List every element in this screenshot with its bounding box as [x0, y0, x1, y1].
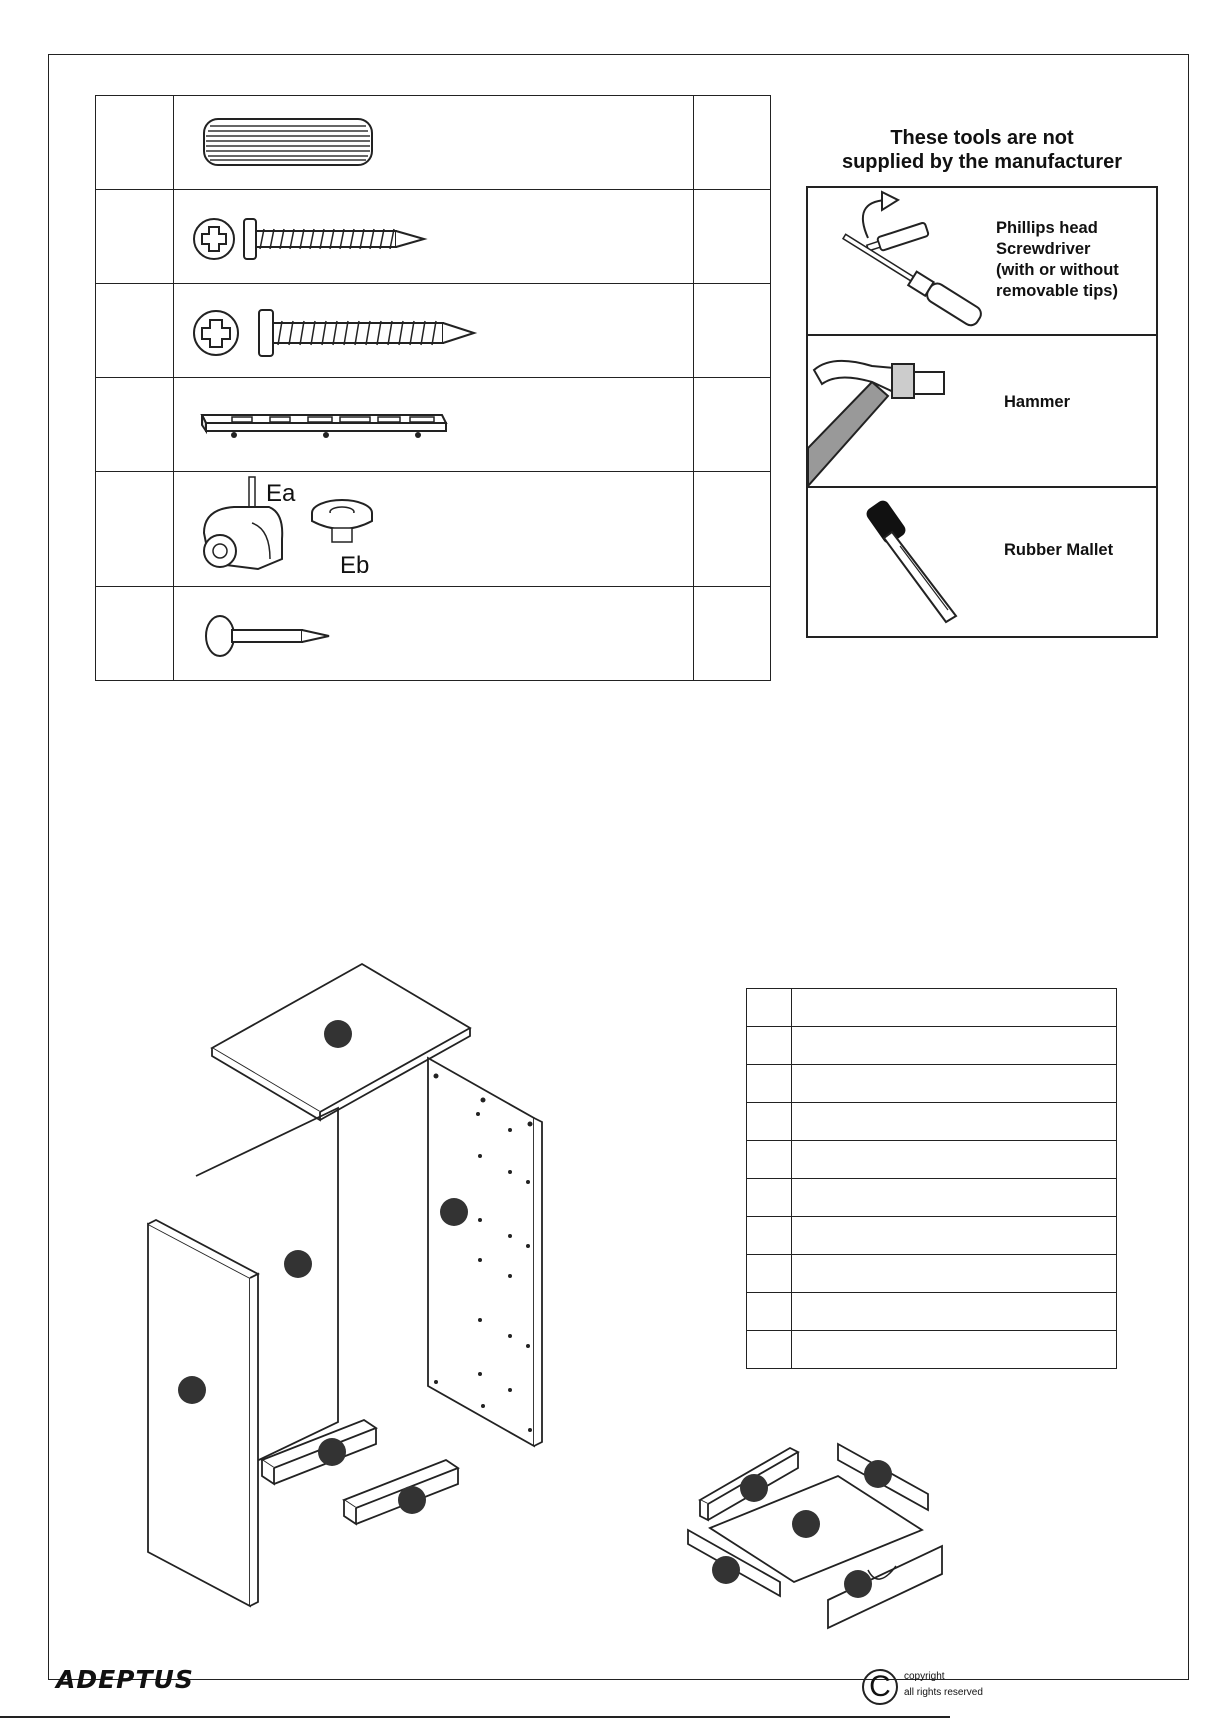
parts-letter	[747, 989, 792, 1027]
tools-not-supplied	[802, 126, 1162, 638]
parts-row	[747, 1027, 1117, 1065]
long-screw-icon	[174, 285, 693, 377]
hardware-letter	[96, 96, 174, 190]
wooden-dowel-icon	[174, 97, 693, 189]
tools-title: These tools are not supplied by the manufacturer	[841, 127, 1123, 173]
long-screw-cell	[174, 284, 694, 378]
hardware-table	[95, 95, 771, 681]
castor-label-ea: Ea	[266, 479, 296, 507]
hardware-qty	[694, 96, 771, 190]
parts-row	[747, 1217, 1117, 1255]
hardware-letter	[96, 190, 174, 284]
parts-row	[747, 1331, 1117, 1369]
tool-row-screwdriver	[808, 188, 1156, 336]
hardware-qty	[694, 472, 771, 587]
castor-wheel-icon	[174, 473, 693, 586]
brand-logo: ADEPTUS	[56, 1665, 194, 1694]
parts-letter	[747, 1179, 792, 1217]
castor-label-eb: Eb	[340, 551, 370, 579]
parts-row	[747, 1293, 1117, 1331]
hardware-qty	[694, 284, 771, 378]
tool-label-hammer: Hammer	[1004, 393, 1071, 411]
hardware-letter	[96, 284, 174, 378]
parts-name	[792, 1103, 1117, 1141]
hardware-letter	[96, 472, 174, 587]
parts-letter	[747, 1217, 792, 1255]
castor-cell	[174, 472, 694, 587]
nail-icon	[174, 588, 693, 680]
short-screw-icon	[174, 191, 693, 283]
hardware-qty	[694, 587, 771, 681]
hardware-letter	[96, 378, 174, 472]
parts-letter	[747, 1065, 792, 1103]
tool-label-mallet: Rubber Mallet	[1004, 541, 1114, 559]
hardware-qty	[694, 378, 771, 472]
parts-letter	[747, 1103, 792, 1141]
rights-text: all rights reserved	[904, 1687, 983, 1698]
bottom-rule	[0, 1716, 950, 1718]
parts-row	[747, 1103, 1117, 1141]
hardware-row-long-screw	[96, 284, 771, 378]
parts-list-table	[746, 988, 1117, 1369]
copyright-notice	[862, 1667, 1022, 1711]
hardware-row-nail	[96, 587, 771, 681]
tool-row-hammer	[808, 336, 1156, 488]
parts-row	[747, 1141, 1117, 1179]
tool-row-mallet	[808, 488, 1156, 636]
hammer-icon	[808, 336, 988, 486]
parts-letter	[747, 1027, 792, 1065]
hardware-row-castor	[96, 472, 771, 587]
parts-row	[747, 989, 1117, 1027]
screwdriver-icon	[808, 188, 988, 334]
copyright-text: copyright	[904, 1671, 945, 1682]
parts-name	[792, 1217, 1117, 1255]
hardware-row-dowel	[96, 96, 771, 190]
parts-row	[747, 1255, 1117, 1293]
hardware-row-short-screw	[96, 190, 771, 284]
parts-name	[792, 989, 1117, 1027]
tool-label-screwdriver: Phillips head Screwdriver (with or without removable tips)	[996, 219, 1119, 300]
parts-letter	[747, 1331, 792, 1369]
parts-letter	[747, 1141, 792, 1179]
parts-name	[792, 1141, 1117, 1179]
short-screw-cell	[174, 190, 694, 284]
parts-row	[747, 1065, 1117, 1103]
parts-name	[792, 1255, 1117, 1293]
drawer-runner-cell	[174, 378, 694, 472]
parts-letter	[747, 1255, 792, 1293]
parts-name	[792, 1293, 1117, 1331]
parts-letter	[747, 1293, 792, 1331]
dowel-cell	[174, 96, 694, 190]
tools-table	[806, 186, 1158, 638]
hardware-qty	[694, 190, 771, 284]
hardware-letter	[96, 587, 174, 681]
copyright-icon: C	[862, 1669, 898, 1705]
parts-name	[792, 1179, 1117, 1217]
parts-name	[792, 1331, 1117, 1369]
drawer-runner-icon	[174, 379, 693, 471]
parts-name	[792, 1065, 1117, 1103]
nail-cell	[174, 587, 694, 681]
parts-row	[747, 1179, 1117, 1217]
rubber-mallet-icon	[808, 488, 988, 636]
hardware-row-runner	[96, 378, 771, 472]
parts-name	[792, 1027, 1117, 1065]
